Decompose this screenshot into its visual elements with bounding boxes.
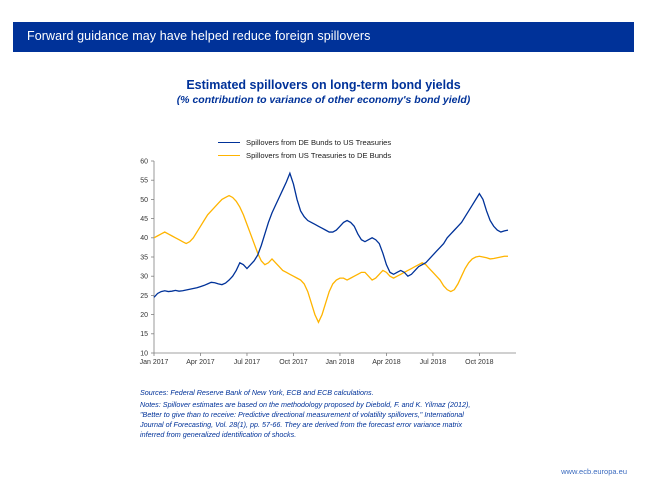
svg-text:Jan 2018: Jan 2018 (325, 359, 355, 366)
chart-notes (140, 388, 570, 440)
svg-text:Apr 2018: Apr 2018 (372, 359, 401, 366)
svg-text:20: 20 (140, 312, 148, 319)
svg-text:10: 10 (140, 350, 148, 358)
y-axis (140, 158, 154, 357)
legend-swatch-de-to-us (218, 142, 240, 143)
svg-text:60: 60 (140, 158, 148, 166)
x-axis (140, 353, 494, 366)
chart-plot-area (120, 155, 520, 380)
series-line-de-to-us (154, 173, 508, 297)
svg-text:Apr 2017: Apr 2017 (186, 359, 215, 366)
svg-text:Jan 2017: Jan 2017 (139, 359, 169, 366)
series-line-us-to-de (154, 196, 508, 323)
svg-text:15: 15 (140, 331, 148, 339)
svg-text:25: 25 (140, 292, 148, 300)
footer-url: www.ecb.europa.eu (561, 467, 627, 476)
notes-line-1: Notes: Spillover estimates are based on the methodology proposed by Diebold, F. and K. Yilmaz (2012), (140, 399, 471, 409)
svg-text:35: 35 (140, 254, 148, 262)
svg-text:Oct 2017: Oct 2017 (279, 359, 308, 366)
legend-item-de-to-us (218, 136, 448, 149)
slide-header-bar (13, 22, 634, 52)
svg-text:55: 55 (140, 177, 148, 185)
notes-line-2: "Better to give than to receive: Predictive directional measurement of volatility spillovers," International (140, 409, 464, 419)
notes-line-4: inferred from generalized identification of shocks. (140, 429, 297, 439)
svg-text:Oct 2018: Oct 2018 (465, 359, 494, 366)
svg-text:30: 30 (140, 273, 148, 281)
chart-svg (120, 155, 520, 380)
slide-header-title: Forward guidance may have helped reduce foreign spillovers (27, 29, 371, 43)
notes-line-3: Journal of Forecasting, Vol. 28(1), pp. 57-66. They are derived from the forecast error variance matrix (140, 419, 463, 429)
svg-text:Jul 2017: Jul 2017 (233, 359, 261, 366)
svg-text:50: 50 (140, 196, 148, 204)
svg-text:Jul 2018: Jul 2018 (419, 359, 447, 366)
legend-label-us-to-de: Spillovers from US Treasuries to DE Bunds (246, 151, 392, 160)
legend-label-de-to-us: Spillovers from DE Bunds to US Treasuries (246, 138, 392, 147)
notes-sources: Sources: Federal Reserve Bank of New York, ECB and ECB calculations. (140, 388, 374, 397)
chart-title: Estimated spillovers on long-term bond yields (186, 78, 461, 92)
chart-subtitle: (% contribution to variance of other economy's bond yield) (176, 94, 471, 106)
svg-text:40: 40 (140, 235, 148, 243)
svg-text:45: 45 (140, 216, 148, 223)
